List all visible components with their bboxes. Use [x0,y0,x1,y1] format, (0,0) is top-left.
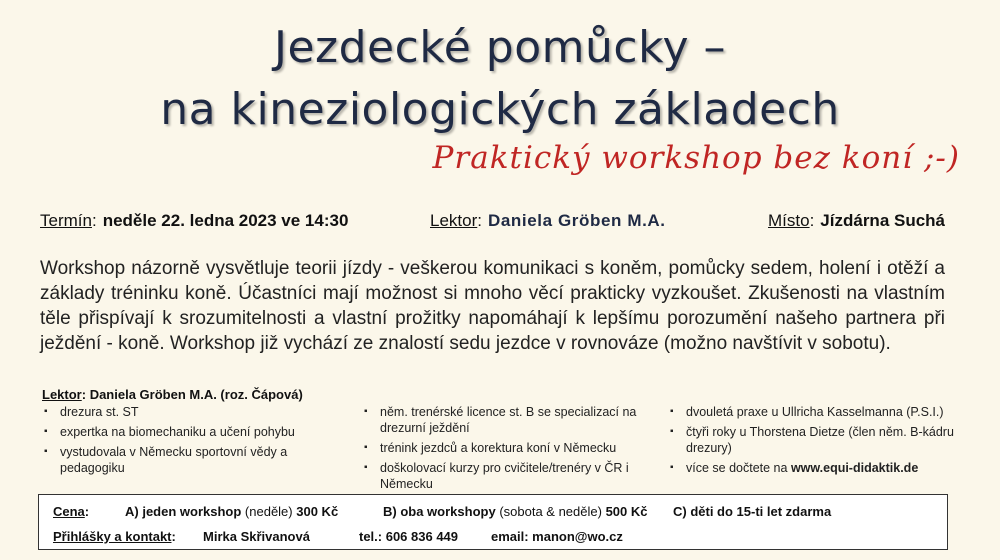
info-lektor: Lektor: Daniela Gröben M.A. [430,211,666,230]
cena-label: Cena [53,504,85,519]
list-item: ▪ trénink jezdců a korektura koní v Německu [364,441,617,455]
bullet-icon: ▪ [670,462,674,473]
misto-label: Místo [768,211,810,230]
termin-label: Termín [40,211,92,230]
info-misto: Místo: Jízdárna Suchá [768,211,946,230]
subtitle: Praktický workshop bez koní ;-) [432,140,960,176]
bullet-icon: ▪ [364,406,368,417]
bullet-icon: ▪ [364,442,368,453]
misto-value: Jízdárna Suchá [820,211,946,230]
contact: Přihlášky a kontakt: [53,529,176,544]
termin-value: neděle 22. ledna 2023 ve 14:30 [102,211,349,230]
cena: Cena: [53,504,90,519]
title-line-1: Jezdecké pomůcky – [273,22,727,73]
list-item: ▪ vystudovala v Německu sportovní vědy a pedagogiku [44,445,288,475]
bio-column-1 [42,404,332,480]
list-item: ▪ něm. trenérské licence st. B se specializací na drezurní ježdění [364,405,637,435]
list-item: ▪ drezura st. ST [44,405,139,419]
footer-box [38,494,948,550]
price-c: C) děti do 15-ti let zdarma [673,504,832,519]
list-item: ▪ expertka na biomechaniku a učení pohybu [44,425,295,439]
description: Workshop názorně vysvětluje teorii jízdy - veškerou komunikaci s koněm, pomůcky sedem, holení i otěží a základy tréninku koně. Účastníci mají možnost si mnoho věcí prakticky vyzkoušet. Zkušenosti na vlastním těle přispívají k srozumitelnosti a vlastní prožitky napomáhají k lepšímu porozumění našeho partnera při ježdění - koně. Workshop již vychází ze znalostí sedu jezdce v rovnováze (možno navštívit v sobotu). [40,258,945,354]
website-link[interactable]: www.equi-didaktik.de [790,461,919,475]
list-item: ▪ dvouletá praxe u Ullricha Kasselmanna (P.S.I.) [670,405,944,419]
lektor-label: Lektor [430,211,478,230]
bio-name: Daniela Gröben M.A. (roz. Čápová) [89,387,303,402]
contact-name: Mirka Skřivanová [203,529,310,544]
info-termin: Termín: neděle 22. ledna 2023 ve 14:30 [40,211,349,230]
contact-label: Přihlášky a kontakt [53,529,172,544]
title-line-2: na kineziologických základech [160,84,840,135]
list-item: ▪ doškolovací kurzy pro cvičitele/trenéry v ČR i Německu [364,461,629,491]
list-item: ▪ čtyři roky u Thorstena Dietze (člen něm. B-kádru drezury) [670,425,954,455]
bio-column-3 [668,404,958,480]
bio-heading: Lektor: Daniela Gröben M.A. (roz. Čápová) [42,387,303,402]
bullet-icon: ▪ [44,406,48,417]
bio-column-2 [362,404,662,496]
bullet-icon: ▪ [364,462,368,473]
bullet-icon: ▪ [44,446,48,457]
email[interactable]: email: manon@wo.cz [491,529,623,544]
bullet-icon: ▪ [670,426,674,437]
bullet-icon: ▪ [670,406,674,417]
bio-label: Lektor [42,387,82,402]
price-a: A) jeden workshop (neděle) 300 Kč [125,504,339,519]
phone[interactable]: tel.: 606 836 449 [359,529,459,544]
list-item: ▪ více se dočtete na www.equi-didaktik.de [670,461,919,475]
bullet-icon: ▪ [44,426,48,437]
lektor-value: Daniela Gröben M.A. [487,211,666,230]
price-b: B) oba workshopy (sobota & neděle) 500 Kč [383,504,648,519]
